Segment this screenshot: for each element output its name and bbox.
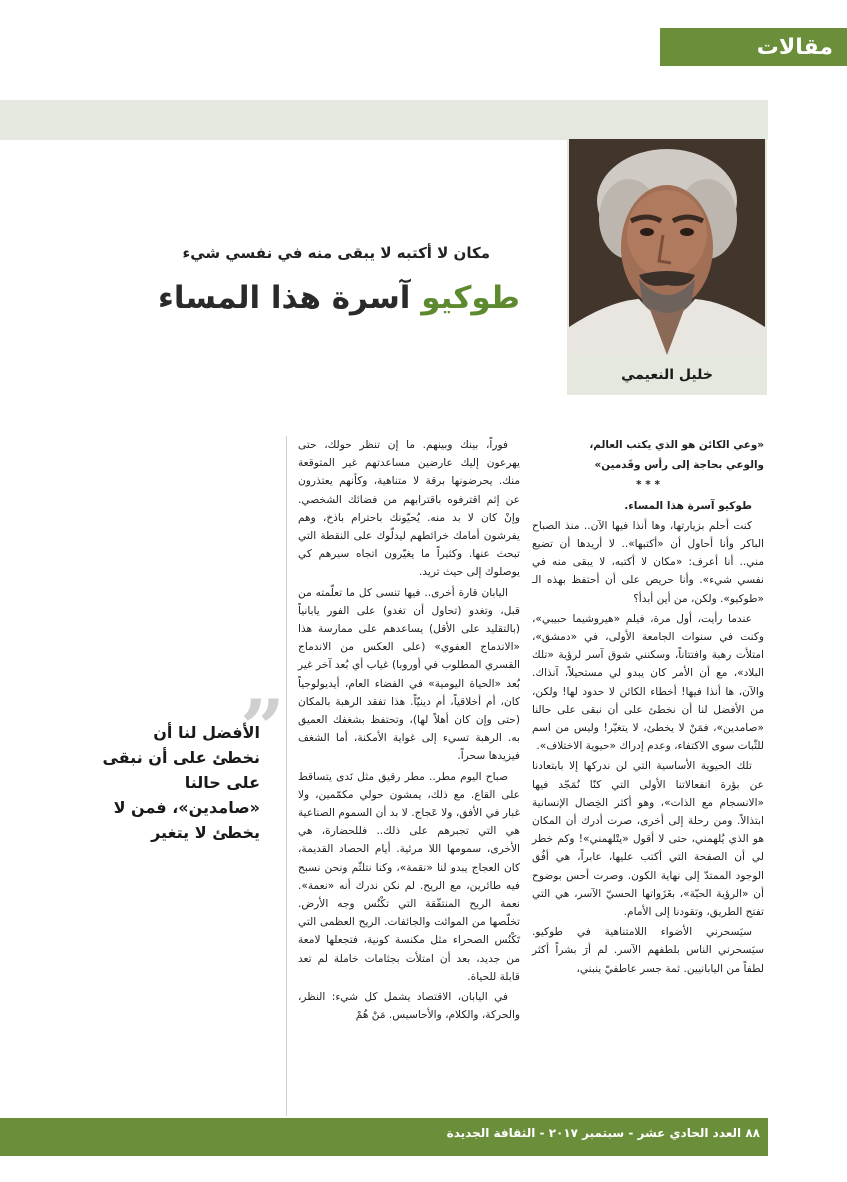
section-tab xyxy=(660,28,847,66)
paragraph: سيَسحرني الأضواء اللامتناهية في طوكيو. سيَسحرني الناس بلطفهم الآسر. لم أرَ بشراً أكثر لطفاً من اليابانيين. ثمة جسر عاطفيّ ينبني، xyxy=(532,926,764,975)
page-number: ٨٨ xyxy=(745,1126,760,1140)
column-divider xyxy=(286,436,287,1116)
pull-quote: الأفضل لنا أن نخطئ على أن نبقى على حالنا «صامدين»، فمن لا يخطئ لا يتغير xyxy=(102,723,260,842)
paragraph: في اليابان، الاقتصاد يشمل كل شيء: النظر، والحركة، والكلام، والأحاسيس. مَنْ هُمْ xyxy=(298,991,520,1022)
issue-info: العدد الحادي عشر - سبتمبر ٢٠١٧ - xyxy=(539,1126,742,1140)
section-label: مقالات xyxy=(756,34,833,60)
paragraph: كنت أحلم بزيارتها، وها أنذا فيها الآن.. منذ الصباح الباكر وأنا أحاول أن «أكتبها».. لا أريدها أن تضيع مني.. أنا أعرف: «مكان لا أكتبه، لا يبقى منه في نفسي شيء». وأنا حريص على أن أحتفظ بهذه الـ «طوكيو». ولكن، من أين أبدأ؟ xyxy=(532,519,764,605)
paragraph: صباح اليوم مطر.. مطر رقيق مثل نَدى يتساقط على القاع. مع ذلك، يمشون حولي مكمّمين، ولا غبار في الأفق، ولا عَجاج. لا بد أن السموم الصناعية هي التي تجبرهم على ذلك.. فللحضارة، هي الأخرى، سمومها اللا مرئية. أيام الحصاد القديمة، كان العجاج يبدو لنا «نقمة»، وكنا نتلثّم ونحن نسبح فيه طائرين، مع الريح. لم نكن ندرك أنه «نعمة». نعمة الريح المنتفّقة التي تكْنُس وجه الأرض. تخلّصها من الموائت والجائفات. الريح العظمى التي تَكْنُس الصحراء مثل مكنسة كونية، فتجعلها لامعة من جديد، بعد أن امتلأت بجثامات خاملة لم تعد قابلة للحياة. xyxy=(298,770,520,983)
footer-text xyxy=(446,1126,760,1148)
paragraph: تلك الحيوية الأساسية التي لن ندركها إلا بابتعادنا عن بؤرة انفعالاتنا الأولى التي كنّا نُمَجّد فيها «الانسجام مع الذات»، وهو أكثر الخِصال الإنسانية ابتذالاً. ومن رحلة إلى أخرى، صرت أدرك أن المكان هو الذي يُلهمني، حتى لا أقول «يتْلهمني»! وكم خطر لي أن الصفحة التي أكتب عليها، عابراً، هي أفُق الوجود الممتدّ إلى نهاية الكون. وصرت أحس بوضوح أن «الرؤية الحيّة»، بغَزَواتها الحسيّ الآسر، هي التي تفتح الطريق، وتقودنا إلى الأمام. xyxy=(532,760,764,919)
article-title xyxy=(60,280,520,332)
middle-column xyxy=(298,436,520,1027)
author-name: خليل النعيمي xyxy=(621,367,713,383)
paragraph: اليابان قارة أخرى.. فيها تنسى كل ما تعلّمته من قبل، وتغدو (تحاول أن تغدو) على الفور يابانياً (بالتقليد على الأقل) يساعدهم على ممارسة هذا «الاندماج العفوي» (على العكس من الاندماج القسري المطلوب في أوروبا) غياب أي بُعد آخر غير بُعد «الحياة اليومية» في الفضاء العام، أيديولوجياً كان، أم أخلاقياً، أم دينيّاً. هذا تفقد الرهبة بالمكان (حتى وإن كان أهلاً لها)، وتحتفظ بشغفك العميق به. الرهبة تسيء إلى غواية الأمكنة، أما الشغف فيزيدها سحراً. xyxy=(298,586,520,763)
header-band xyxy=(0,100,768,140)
paragraph: عندما رأيت، أول مرة، فيلم «هيروشيما حبيبي»، وكنت في سنوات الجامعة الأولى، في «دمشق»، امتلأت رهبة وافتتاناً، وسكنني شوق آسر لرؤية «تلك البلاد»، مع أن الأمر كان يبدو لي مستحيلاً، آنذاك. والآن، ها أنذا فيها! أخطاء الكائن لا حدود لها! ولكن، من الأفضل لنا أن نخطئ على أن نبقى على حالنا «صامدين»، فمَنْ لا يخطئ، لا يتغيّر! وليس من اسم للثّبات سوى الاكتفاء، وعدم إدراك «حيوية الاختلاف». xyxy=(532,612,764,753)
right-column xyxy=(532,436,764,980)
intro-end-line: طوكيو آسرة هذا المساء. xyxy=(624,499,752,512)
intro-quote-line-1: «وعي الكائن هو الذي يكتب العالم، xyxy=(589,439,764,451)
quote-mark-icon: ” xyxy=(240,683,285,774)
section-stars: * * * xyxy=(636,479,660,492)
title-highlight: طوكيو xyxy=(421,280,520,316)
article-subtitle: مكان لا أكتبه لا يبقى منه في نفسي شيء xyxy=(182,244,490,262)
intro-quote-line-2: والوعي بحاجة إلى رأس وقَدمين» xyxy=(594,459,764,472)
magazine-name: الثقافة الجديدة xyxy=(446,1126,536,1140)
title-rest: آسرة هذا المساء xyxy=(158,280,422,316)
paragraph: فوراً، بينك وبينهم. ما إن تنظر حولك، حتى يهرعون إليك عارضين مساعدتهم غير المتوقعة منك. يحرضونها برقة لا متناهية، وكأنهم يعتذرون عن إثم اقترفوه باقترابهم من فضائك الشخصي. وإنْ كان لا بد منه. يُحيّونك باحترام باذخ، وهم يفرشون أمامك خرائطهم ليدلّوك على النقطة التي تبحث عنها. وكثيراً ما يغيّرون اتجاه سيرهم كي يوصلوك إلى حيث تريد. xyxy=(298,439,520,579)
author-photo xyxy=(569,139,765,355)
